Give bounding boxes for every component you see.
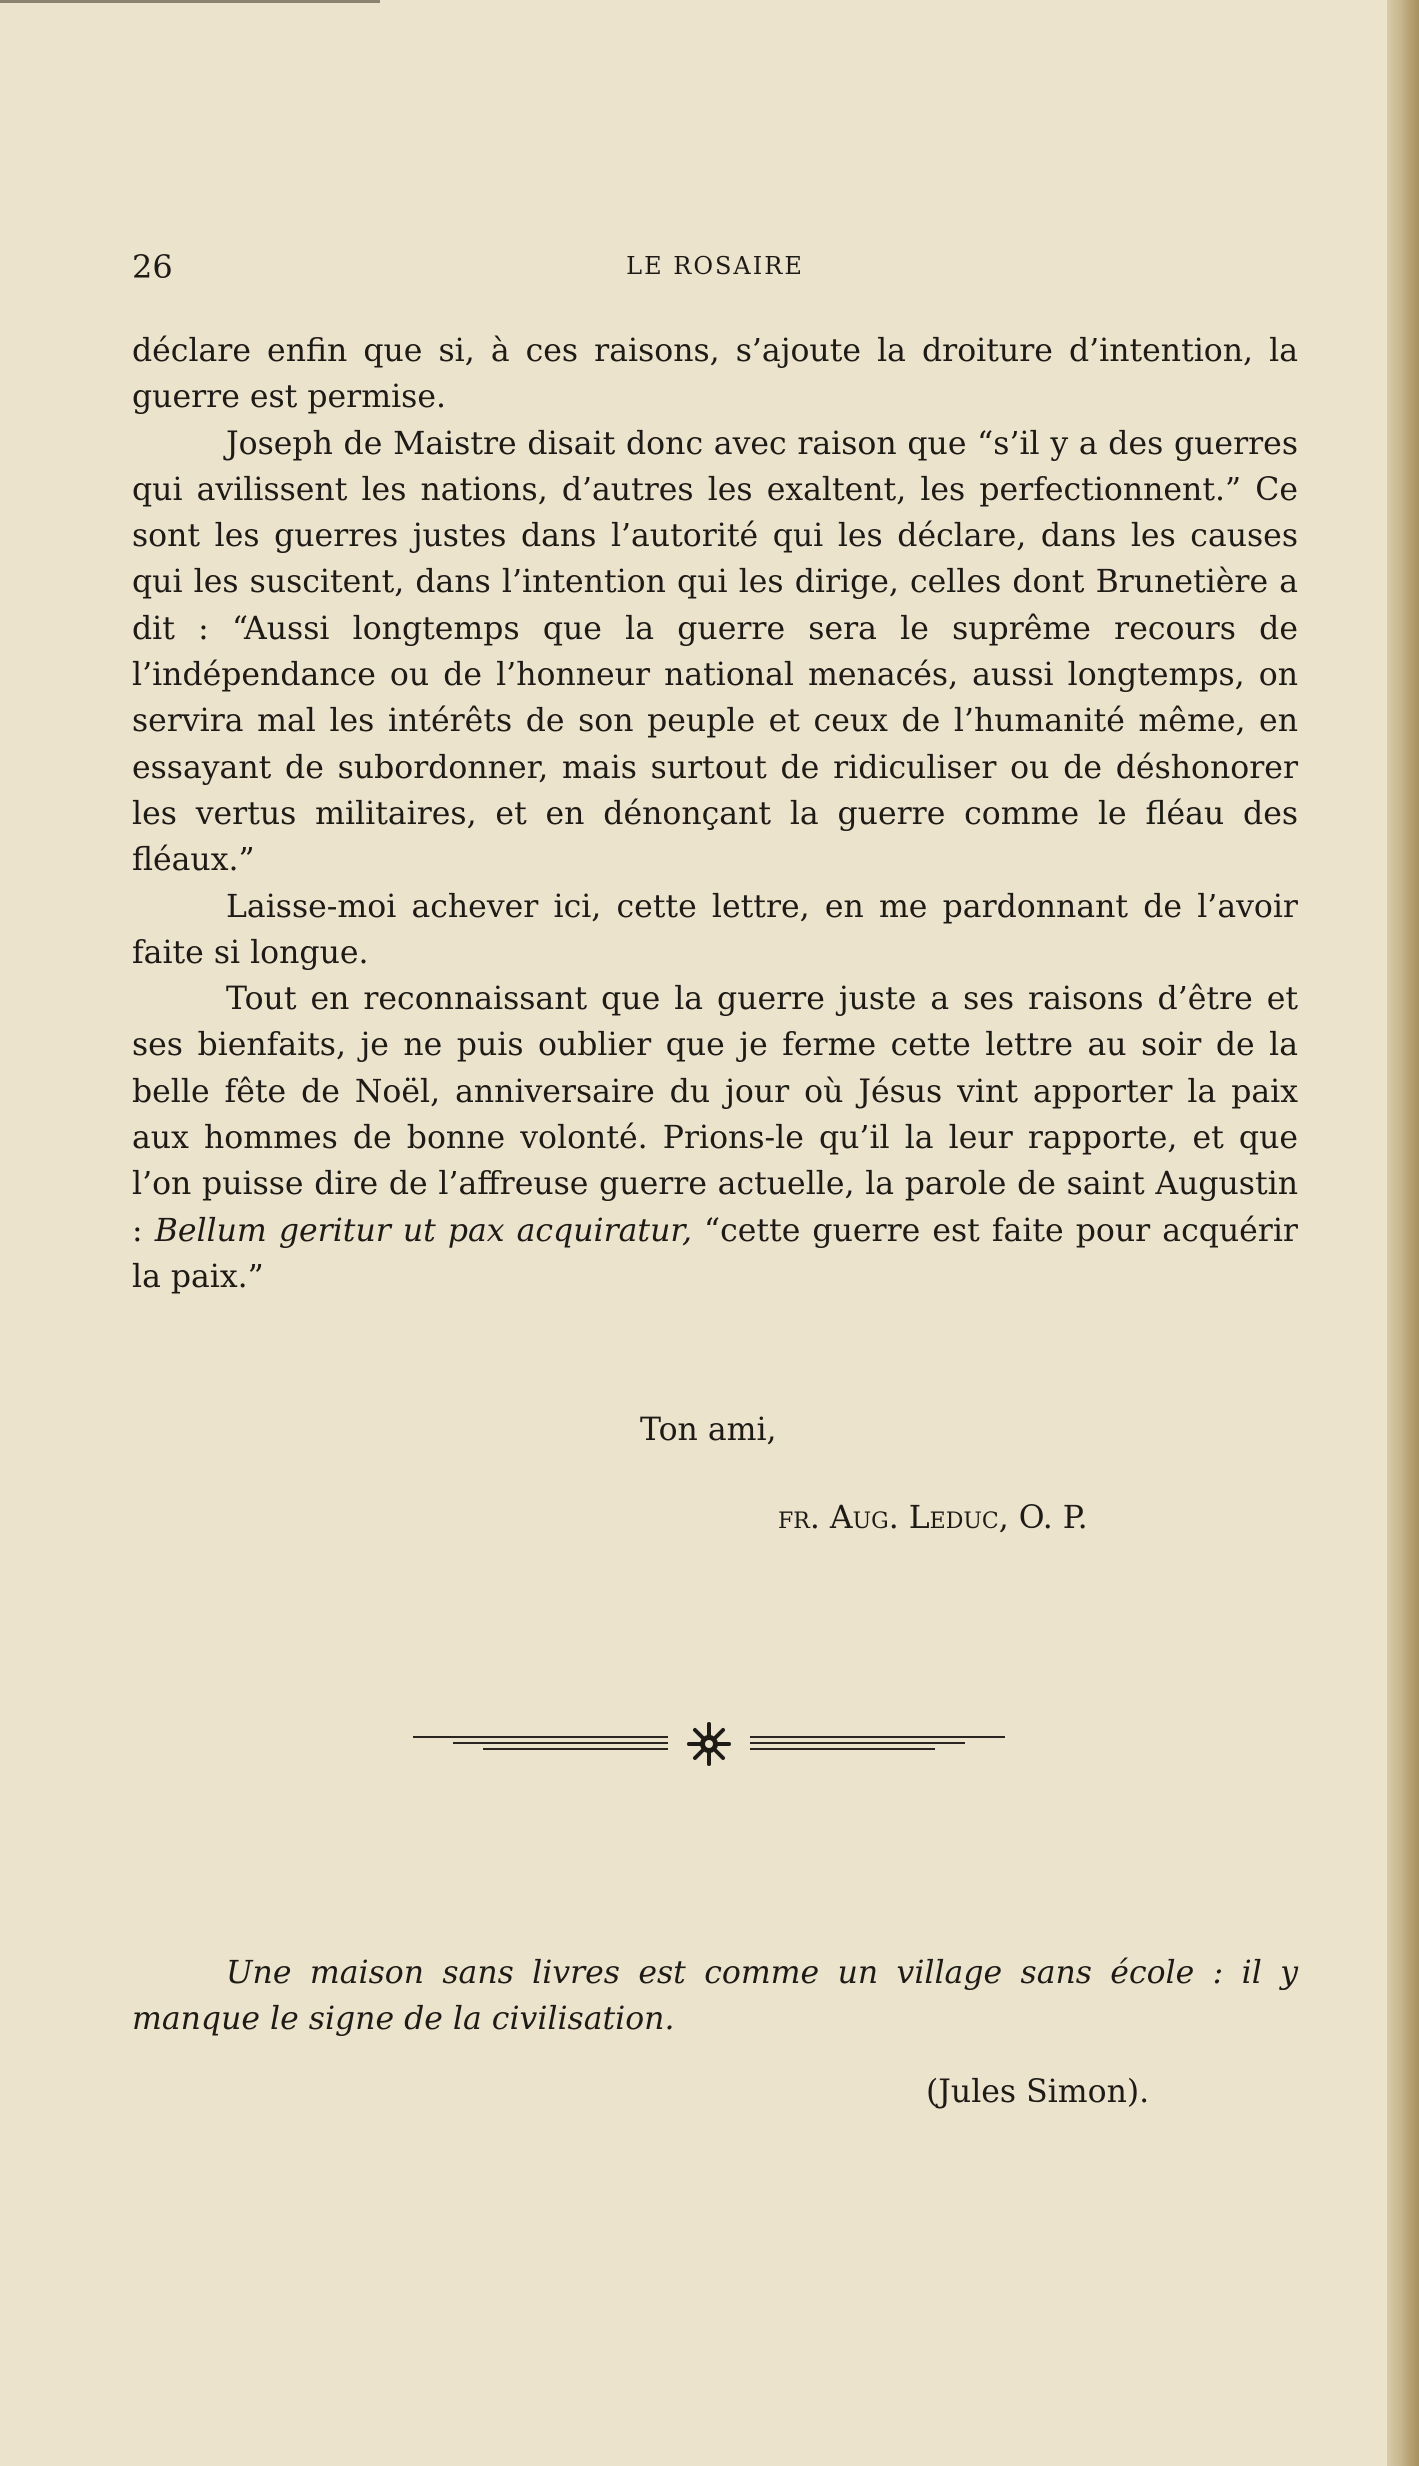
quote-author: (Jules Simon). xyxy=(926,2074,1150,2110)
divider-ornament xyxy=(413,1722,1005,1766)
closing-salutation: Ton ami, xyxy=(640,1412,777,1448)
closing-quote: Une maison sans livres est comme un village sans école : il y manque le signe de la civilisation. xyxy=(132,1955,1298,2038)
paragraph-4 xyxy=(132,976,1298,1300)
paragraph-1: déclare enfin que si, à ces raisons, s’ajoute la droiture d’intention, la guerre est permise. xyxy=(132,333,1298,416)
page-number: 26 xyxy=(132,248,173,286)
paragraph-4-start: Tout en reconnaissant que la guerre juste a ses raisons d’être et ses bienfaits, je ne puis oublier que je ferme cette lettre au soir de la belle fête de Noël, anniversaire du jour où Jésus vint apporter la paix aux hommes de bonne volonté. Prions-le qu’il la leur rapporte, et que l’on puisse dire de l’affreuse guerre actuelle, la parole de saint Augustin : xyxy=(132,981,1298,1249)
paragraph-3: Laisse-moi achever ici, cette lettre, en me pardonnant de l’avoir faite si longue. xyxy=(132,888,1298,971)
top-rule xyxy=(0,0,380,3)
letter-body xyxy=(132,328,1298,1300)
signature: fr. Aug. Leduc, O. P. xyxy=(778,1500,1088,1536)
page-header xyxy=(132,248,1298,288)
paragraph-2: Joseph de Maistre disait donc avec raison que “s’il y a des guerres qui avilissent les nations, d’autres les exaltent, les perfectionnent.” Ce sont les guerres justes dans l’autorité qui les déclare, dans les causes qui les suscitent, dans l’intention qui les dirige, celles dont Brunetière a dit : “Aussi longtemps que la guerre sera le suprême recours de l’indépendance ou de l’honneur national menacés, aussi longtemps, on servira mal les intérêts de son peuple et ceux de l’humanité même, en essayant de subordonner, mais surtout de ridiculiser ou de déshonorer les vertus militaires, et en dénonçant la guerre comme le fléau des fléaux.” xyxy=(132,425,1298,879)
asterisk-flower-icon xyxy=(689,1724,729,1764)
latin-quote: Bellum geritur ut pax acquiratur, xyxy=(154,1212,692,1249)
page-edge xyxy=(1387,0,1419,2466)
running-title: LE ROSAIRE xyxy=(626,252,804,280)
paragraph-4-end: “cette guerre est faite pour acquérir la paix.” xyxy=(132,1212,1298,1295)
